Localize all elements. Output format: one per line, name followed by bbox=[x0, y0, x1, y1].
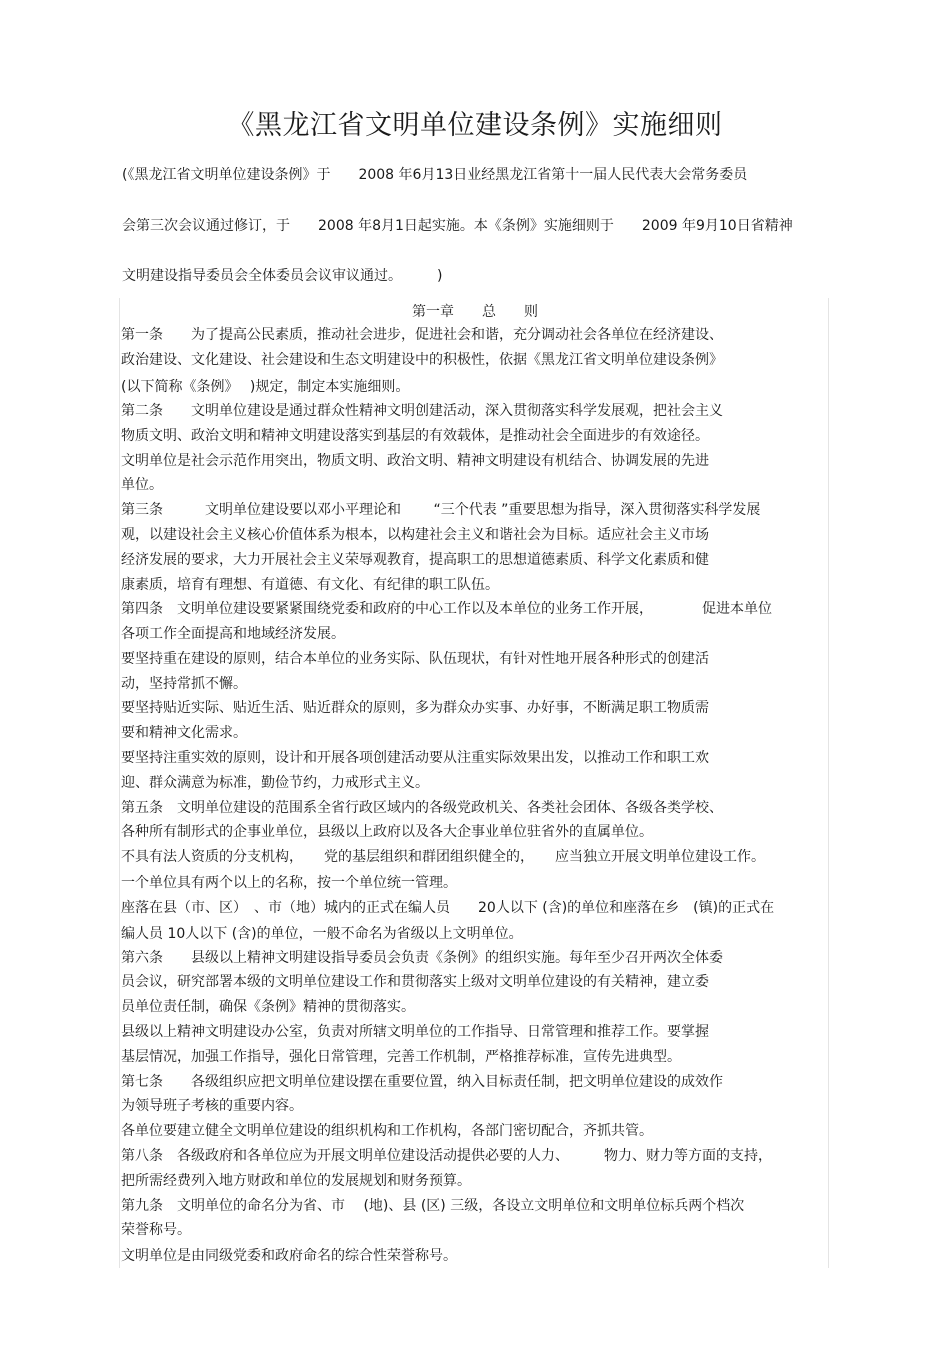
body-line: 第一条 为了提高公民素质，推动社会进步，促进社会和谐，充分调动社会各单位在经济建设、 bbox=[121, 327, 723, 343]
text-frame-right-border bbox=[828, 298, 829, 1268]
body-line: 第七条 各级组织应把文明单位建设摆在重要位置，纳入目标责任制，把文明单位建设的成效作 bbox=[121, 1074, 723, 1090]
body-line: 要和精神文化需求。 bbox=[121, 725, 247, 741]
body-line: 第六条 县级以上精神文明建设指导委员会负责《条例》的组织实施。每年至少召开两次全体委 bbox=[121, 950, 723, 966]
body-line: 要坚持重在建设的原则，结合本单位的业务实际、队伍现状，有针对性地开展各种形式的创建活 bbox=[121, 651, 709, 667]
body-line: 第五条 文明单位建设的范围系全省行政区域内的各级党政机关、各类社会团体、各级各类学校、 bbox=[121, 800, 723, 816]
body-line: 第八条 各级政府和各单位应为开展文明单位建设活动提供必要的人力、 物力、财力等方面的支持， bbox=[121, 1148, 772, 1164]
body-line: 第九条 文明单位的命名分为省、市 (地)、县 (区) 三级，各设立文明单位和文明单位标兵两个档次 bbox=[121, 1198, 745, 1214]
body-line: 编人员 10人以下 (含)的单位，一般不命名为省级以上文明单位。 bbox=[121, 926, 523, 942]
intro-line-2: 会第三次会议通过修订，于 2008 年8月1日起实施。本《条例》实施细则于 2009 年9月10日省精神 bbox=[122, 218, 793, 234]
body-line: 荣誉称号。 bbox=[121, 1222, 191, 1238]
body-line: 物质文明、政治文明和精神文明建设落实到基层的有效载体，是推动社会全面进步的有效途径。 bbox=[121, 428, 709, 444]
body-line: (以下简称《条例》 )规定，制定本实施细则。 bbox=[121, 379, 410, 395]
body-line: 座落在县（市、区） 、市（地）城内的正式在编人员 20人以下 (含)的单位和座落在乡 (镇)的正式在 bbox=[121, 900, 775, 916]
body-line: 观，以建设社会主义核心价值体系为根本，以构建社会主义和谐社会为目标。适应社会主义市场 bbox=[121, 527, 709, 543]
body-line: 单位。 bbox=[121, 477, 163, 493]
body-line: 把所需经费列入地方财政和单位的发展规划和财务预算。 bbox=[121, 1173, 471, 1189]
body-line: 员单位责任制，确保《条例》精神的贯彻落实。 bbox=[121, 999, 415, 1015]
body-line: 各种所有制形式的企事业单位，县级以上政府以及各大企事业单位驻省外的直属单位。 bbox=[121, 824, 653, 840]
body-line: 各单位要建立健全文明单位建设的组织机构和工作机构，各部门密切配合，齐抓共管。 bbox=[121, 1123, 653, 1139]
body-line: 基层情况，加强工作指导，强化日常管理，完善工作机制，严格推荐标准，宣传先进典型。 bbox=[121, 1049, 681, 1065]
body-line: 第四条 文明单位建设要紧紧围绕党委和政府的中心工作以及本单位的业务工作开展， 促进本单位 bbox=[121, 601, 772, 617]
body-line: 员会议，研究部署本级的文明单位建设工作和贯彻落实上级对文明单位建设的有关精神，建立委 bbox=[121, 974, 709, 990]
chapter-heading: 第一章 总 则 bbox=[412, 304, 538, 320]
body-line: 文明单位是由同级党委和政府命名的综合性荣誉称号。 bbox=[121, 1248, 457, 1264]
document-title: 《黑龙江省文明单位建设条例》实施细则 bbox=[227, 110, 723, 141]
intro-line-3: 文明建设指导委员会全体委员会议审议通过。 ) bbox=[122, 268, 443, 284]
intro-line-1: (《黑龙江省文明单位建设条例》于 2008 年6月13日业经黑龙江省第十一届人民代表大会常务委员 bbox=[122, 167, 748, 183]
body-line: 动，坚持常抓不懈。 bbox=[121, 676, 247, 692]
body-line: 各项工作全面提高和地域经济发展。 bbox=[121, 626, 345, 642]
body-line: 文明单位是社会示范作用突出，物质文明、政治文明、精神文明建设有机结合、协调发展的先进 bbox=[121, 453, 709, 469]
body-line: 不具有法人资质的分支机构， 党的基层组织和群团组织健全的， 应当独立开展文明单位建设工作。 bbox=[121, 849, 765, 865]
body-line: 迎、群众满意为标准，勤俭节约，力戒形式主义。 bbox=[121, 775, 429, 791]
body-line: 第二条 文明单位建设是通过群众性精神文明创建活动，深入贯彻落实科学发展观，把社会主义 bbox=[121, 403, 723, 419]
text-frame-left-border bbox=[119, 298, 120, 1268]
body-line: 第三条 文明单位建设要以邓小平理论和 “三个代表 ”重要思想为指导，深入贯彻落实科学发展 bbox=[121, 502, 761, 518]
body-line: 政治建设、文化建设、社会建设和生态文明建设中的积极性，依据《黑龙江省文明单位建设条例》 bbox=[121, 352, 723, 368]
body-line: 要坚持贴近实际、贴近生活、贴近群众的原则，多为群众办实事、办好事，不断满足职工物质需 bbox=[121, 700, 709, 716]
body-line: 要坚持注重实效的原则，设计和开展各项创建活动要从注重实际效果出发，以推动工作和职工欢 bbox=[121, 750, 709, 766]
body-line: 县级以上精神文明建设办公室，负责对所辖文明单位的工作指导、日常管理和推荐工作。要掌握 bbox=[121, 1024, 709, 1040]
body-line: 经济发展的要求，大力开展社会主义荣辱观教育，提高职工的思想道德素质、科学文化素质和健 bbox=[121, 552, 709, 568]
body-line: 一个单位具有两个以上的名称，按一个单位统一管理。 bbox=[121, 875, 457, 891]
body-line: 康素质，培育有理想、有道德、有文化、有纪律的职工队伍。 bbox=[121, 577, 499, 593]
body-line: 为领导班子考核的重要内容。 bbox=[121, 1098, 303, 1114]
